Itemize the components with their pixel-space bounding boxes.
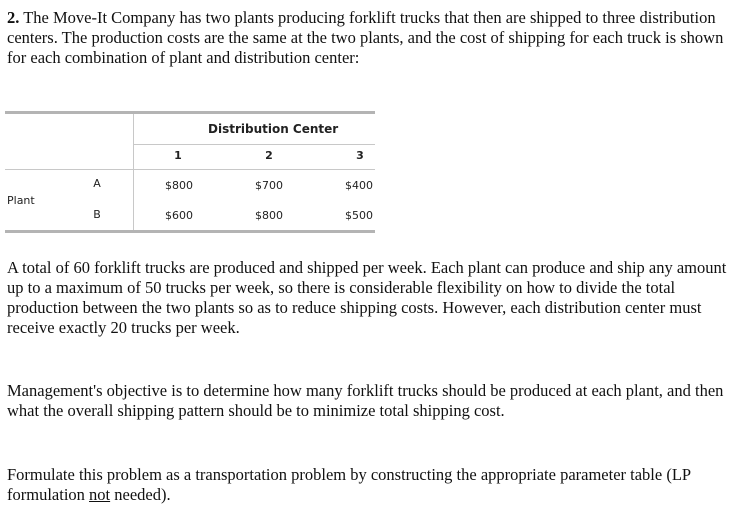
- row-label-a: A: [93, 177, 101, 190]
- table-top-rule: [5, 111, 375, 114]
- instruction-paragraph: [7, 465, 727, 505]
- cell-b-1: $600: [165, 209, 193, 222]
- row-label-b: B: [93, 208, 101, 221]
- cell-a-1: $800: [165, 179, 193, 192]
- production-paragraph: A total of 60 forklift trucks are produced and shipped per week. Each plant can produce and ship any amount up to a maximum of 50 trucks per week, so there is considerable flexibility on how to divide the total production between the two plants so as to reduce shipping costs. However, each distribution center must receive exactly 20 trucks per week.: [7, 258, 727, 337]
- problem-intro-text: The Move-It Company has two plants producing forklift trucks that then are shipped to three distribution centers. The production costs are the same at the two plants, and the cost of shipping for each truck is shown for each combination of plant and distribution center:: [7, 8, 724, 67]
- cell-b-2: $800: [255, 209, 283, 222]
- column-header-3: 3: [356, 149, 364, 162]
- instruction-text-after: needed).: [110, 485, 171, 504]
- cell-a-2: $700: [255, 179, 283, 192]
- cell-a-3: $400: [345, 179, 373, 192]
- cell-b-3: $500: [345, 209, 373, 222]
- objective-paragraph: Management's objective is to determine how many forklift trucks should be produced at each plant, and then what the overall shipping pattern should be to minimize total shipping cost.: [7, 381, 724, 420]
- instruction-text-before: Formulate this problem as a transportation problem by constructing the appropriate parameter table (LP formulation: [7, 465, 691, 504]
- problem-number: 2.: [7, 8, 20, 27]
- table-divider: [133, 114, 134, 230]
- problem-intro: [7, 8, 727, 68]
- column-header-2: 2: [265, 149, 273, 162]
- instruction-underlined-word: not: [89, 485, 111, 504]
- distribution-center-header: Distribution Center: [208, 122, 339, 136]
- column-header-1: 1: [174, 149, 182, 162]
- table-column-header-rule: [5, 169, 375, 170]
- shipping-cost-table: [5, 111, 375, 235]
- row-group-label-plant: Plant: [7, 194, 35, 207]
- table-header-rule: [133, 144, 375, 145]
- table-bottom-rule: [5, 230, 375, 233]
